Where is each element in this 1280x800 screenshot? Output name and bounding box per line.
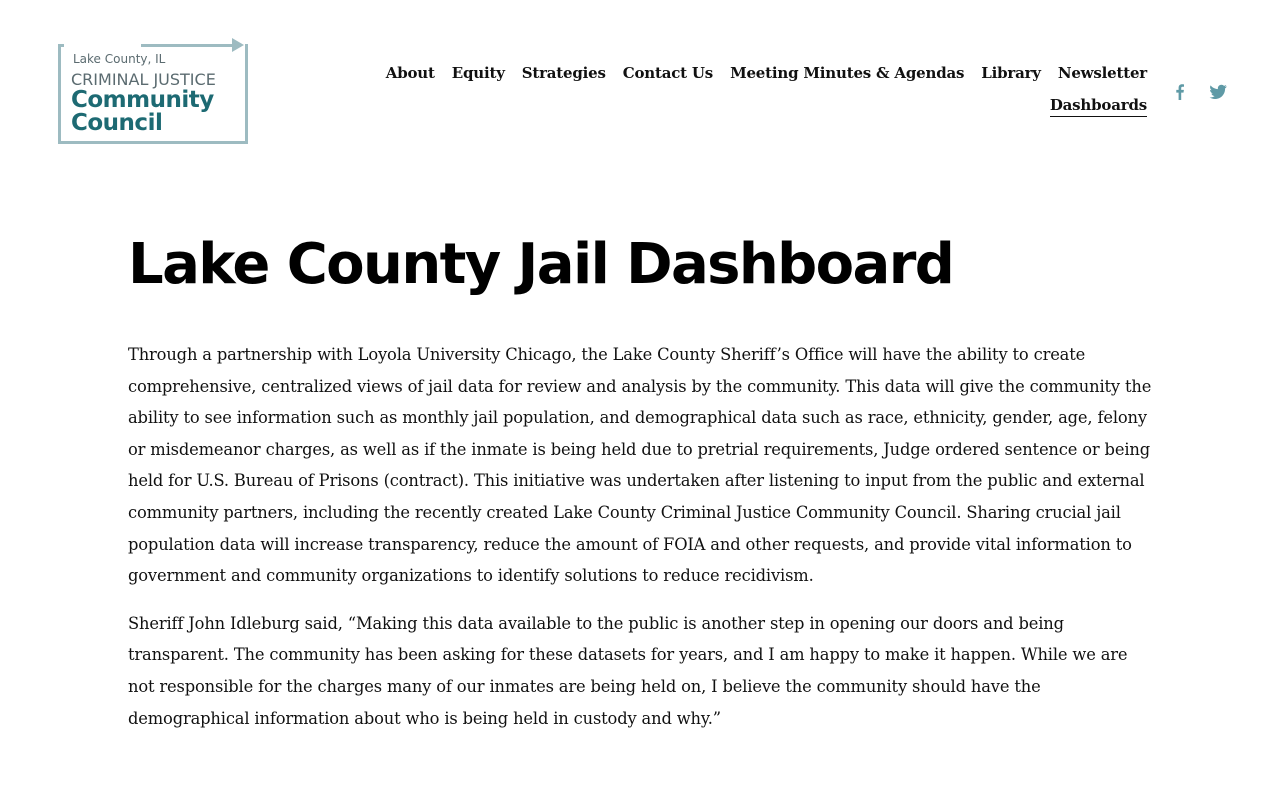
logo-line-3: Community <box>71 87 214 113</box>
nav-meeting-minutes-agendas[interactable]: Meeting Minutes & Agendas <box>730 64 965 82</box>
logo-arrow-extension <box>229 44 241 47</box>
twitter-icon[interactable] <box>1208 82 1228 102</box>
nav-equity[interactable]: Equity <box>451 64 505 82</box>
page-title: Lake County Jail Dashboard <box>128 232 954 297</box>
nav-strategies[interactable]: Strategies <box>521 64 606 82</box>
logo-line-4: Council <box>71 110 163 136</box>
logo-line-1: Lake County, IL <box>73 52 166 66</box>
intro-paragraph: Through a partnership with Loyola University Chicago, the Lake County Sheriff’s Office will have the ability to create comprehensive, centralized views of jail data for review and analysis by the community. This data will give the community the ability to see information such as monthly jail population, and demographical data such as race, ethnicity, gender, age, felony or misdemeanor charges, as well as if the inmate is being held due to pretrial requirements, Judge ordered sentence or being held for U.S. Bureau of Prisons (contract). This initiative was undertaken after listening to input from the public and external community partners, including the recently created Lake County Criminal Justice Community Council. Sharing crucial jail population data will increase transparency, reduce the amount of FOIA and other requests, and provide vital information to government and community organizations to identify solutions to reduce recidivism. <box>128 345 1152 586</box>
main-navigation <box>347 62 1147 117</box>
nav-library[interactable]: Library <box>981 64 1041 82</box>
logo-line-2: CRIMINAL JUSTICE <box>71 70 216 89</box>
social-links <box>1170 82 1228 102</box>
logo-arrow <box>141 44 231 47</box>
quote-paragraph: Sheriff John Idleburg said, “Making this data available to the public is another step in opening our doors and being transparent. The community has been asking for these datasets for years, and I am happy to make it happen. While we are not responsible for the charges many of our inmates are being held on, I believe the community should have the demographical information about who is being held in custody and why.” <box>128 613 1128 728</box>
nav-about[interactable]: About <box>385 64 435 82</box>
logo-border <box>58 44 64 47</box>
facebook-icon[interactable] <box>1170 82 1190 102</box>
nav-dashboards[interactable]: Dashboards <box>1050 94 1147 117</box>
nav-contact-us[interactable]: Contact Us <box>622 64 714 82</box>
logo-arrow-head <box>232 38 244 52</box>
nav-newsletter[interactable]: Newsletter <box>1057 64 1147 82</box>
site-logo[interactable] <box>58 44 248 144</box>
page-content <box>128 339 1158 750</box>
